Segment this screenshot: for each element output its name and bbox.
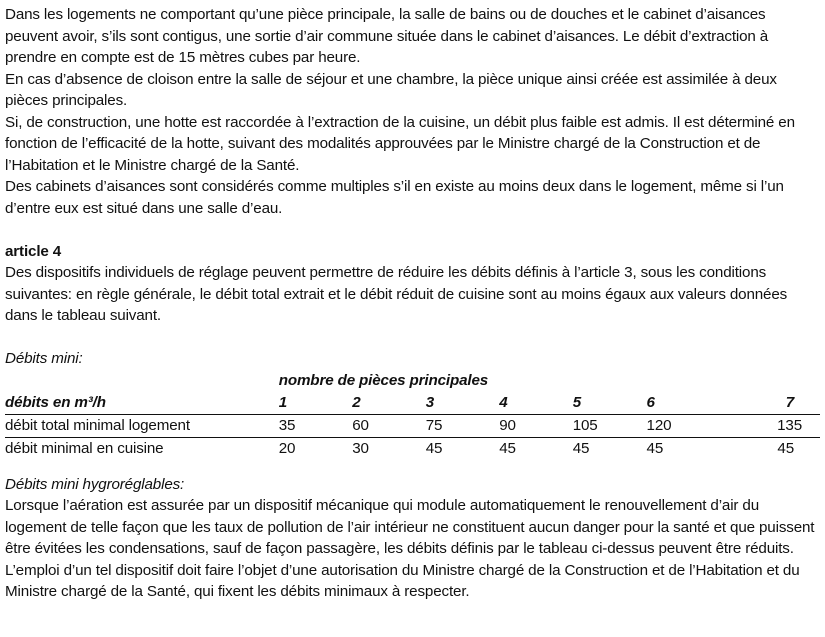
table-cell: 105 <box>573 414 647 437</box>
table-cell: 45 <box>425 440 443 457</box>
hygro-caption: Débits mini hygroréglables: <box>5 475 185 493</box>
paragraph-multiple-toilets: Des cabinets d’aisances sont considérés comme multiples s’il en existe au moins deux dans le logement, même si l’un d’entre eux est situé dans une salle d’eau. <box>5 178 784 217</box>
table-caption: Débits mini: <box>5 350 83 367</box>
table-cell: 90 <box>499 414 573 437</box>
column-header: 1 <box>279 392 353 415</box>
spacer <box>5 460 820 474</box>
row-header: débits en m³/h <box>5 392 279 415</box>
column-header: 4 <box>499 392 573 415</box>
table-cell: 35 <box>279 414 353 437</box>
column-header: 6 <box>647 392 721 415</box>
table-row <box>5 437 820 460</box>
paragraph-hygro: Lorsque l’aération est assurée par un dispositif mécanique qui module automatiquement le renouvellement d’air du logement de telle façon que les taux de pollution de l’air intérieur ne constituent aucun danger pour la santé et que puissent être évitées les condensations, sauf de façon passagère, les débits définis par le tableau ci-dessus peuvent être réduits. <box>5 497 815 557</box>
table-cell: 30 <box>352 440 369 457</box>
article-title: article 4 <box>5 242 62 260</box>
table-group-header-row <box>5 370 820 392</box>
spacer <box>5 327 820 349</box>
debits-table <box>5 370 820 460</box>
paragraph-authorisation: L’emploi d’un tel dispositif doit faire l’objet d’une autorisation du Ministre chargé de la Construction et de l’Habitation et du Ministre chargé de la Santé, qui fixent les débits minimaux à respecter. <box>5 561 800 600</box>
table-cell: 60 <box>352 414 426 437</box>
column-header: 2 <box>352 392 426 415</box>
table-cell: 45 <box>572 440 590 457</box>
table-row <box>5 414 820 437</box>
column-header: 3 <box>426 392 500 415</box>
paragraph-single-room: Dans les logements ne comportant qu’une pièce principale, la salle de bains ou de douches et le cabinet d’aisances peuvent avoir, s’ils sont contigus, une sortie d’air commune située dans le cabinet d’aisances. Le débit d’extraction à prendre en compte est de 15 mètres cubes par heure. <box>5 6 769 66</box>
table-cell: 20 <box>278 440 296 457</box>
column-header: 5 <box>573 392 647 415</box>
row-label: débit total minimal logement <box>5 414 279 437</box>
table-cell: 135 <box>720 414 820 437</box>
table-header-row <box>5 392 820 415</box>
document-page <box>5 4 820 603</box>
paragraph-hood: Si, de construction, une hotte est raccordée à l’extraction de la cuisine, un débit plus faible est admis. Il est déterminé en fonction de l’efficacité de la hotte, suivant des modalités approuvées par le Ministre chargé de la Construction et de l’Habitation et le Ministre chargé de la Santé. <box>5 113 795 174</box>
table-cell: 120 <box>647 414 721 437</box>
spacer <box>5 219 820 241</box>
group-header: nombre de pièces principales <box>278 372 489 389</box>
table-cell: 75 <box>426 414 500 437</box>
table-cell: 45 <box>646 440 664 457</box>
paragraph-no-partition: En cas d’absence de cloison entre la salle de séjour et une chambre, la pièce unique ainsi créée est assimilée à deux pièces principales. <box>5 70 777 109</box>
table-cell: 45 <box>499 440 516 457</box>
row-label: débit minimal en cuisine <box>5 440 164 457</box>
column-header: 7 <box>720 392 820 415</box>
table-cell: 45 <box>777 440 794 457</box>
article-text: Des dispositifs individuels de réglage peuvent permettre de réduire les débits définis à l’article 3, sous les conditions suivantes: en règle générale, le débit total extrait et le débit réduit de cuisine sont au moins égaux aux valeurs données dans le tableau suivant. <box>5 264 788 324</box>
